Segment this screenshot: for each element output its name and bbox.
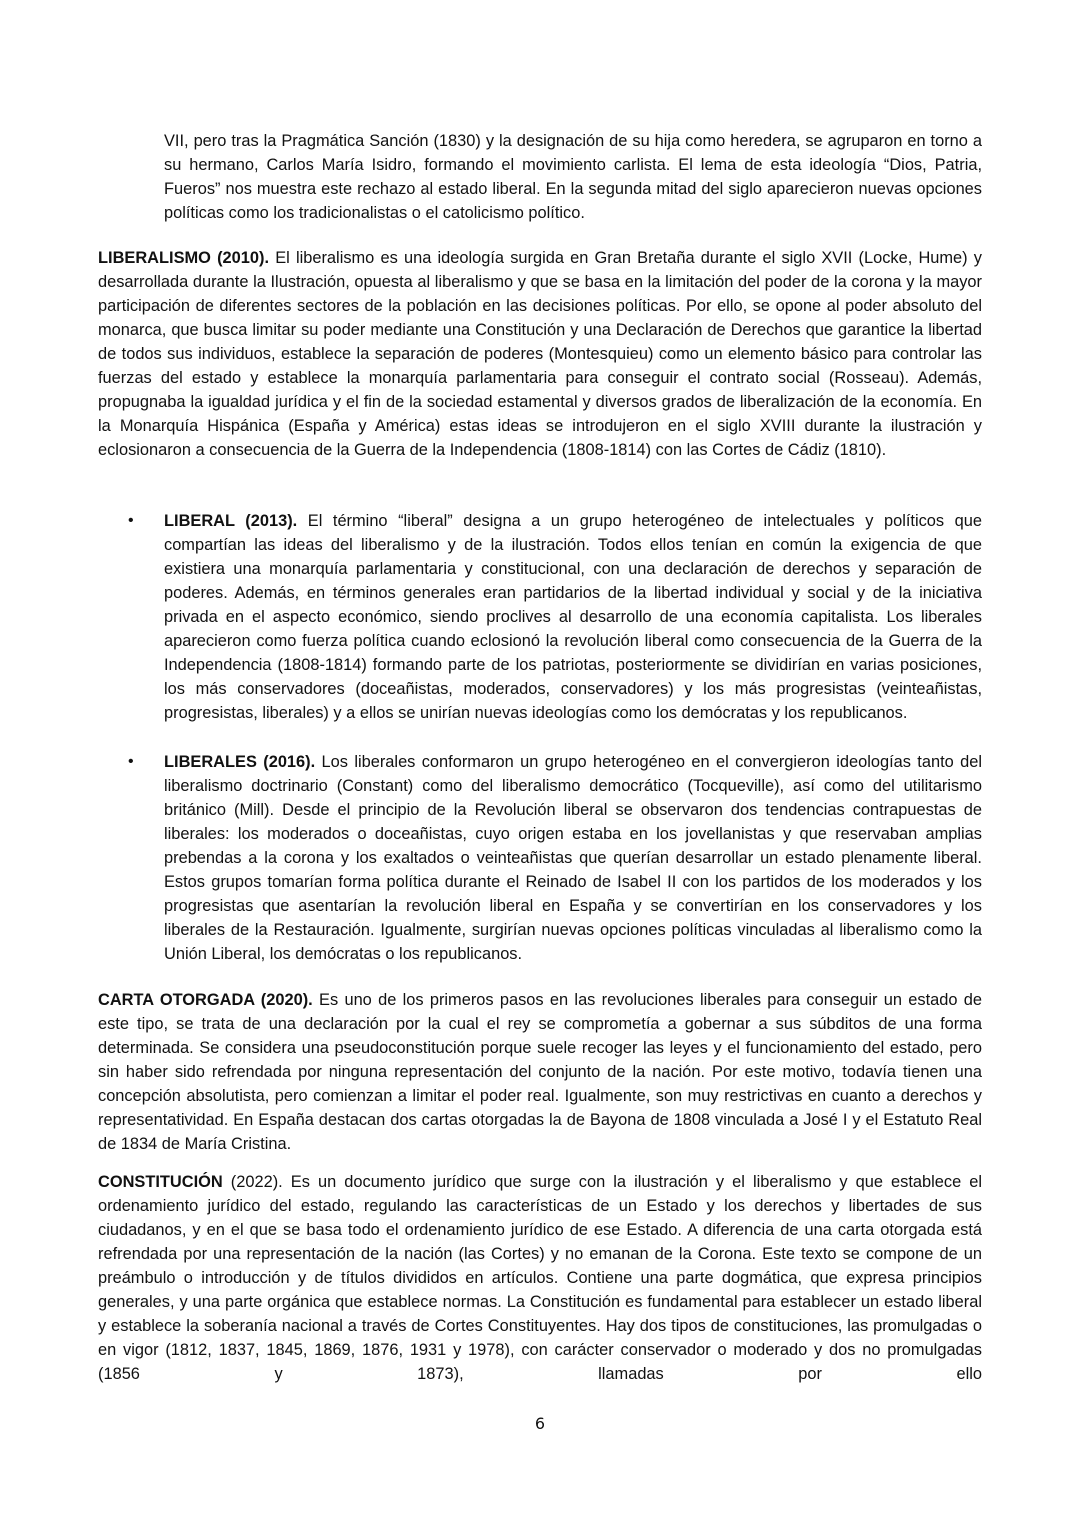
page-number: 6 xyxy=(534,1414,546,1433)
term-heading: CARTA OTORGADA (2020). xyxy=(98,991,313,1009)
carlismo-continuation-paragraph: VII, pero tras la Pragmática Sanción (1830) y la designación de su hija como heredera, se agruparon en torno a su hermano, Carlos María Isidro, formando el movimiento carlista. El lema de esta ideología “Dios, Patria, Fueros” nos muestra este rechazo al estado liberal. En la segunda mitad del siglo aparecieron nuevas opciones políticas como los tradicionalistas o el catolicismo político. xyxy=(164,132,982,222)
definition-text: Es uno de los primeros pasos en las revoluciones liberales para conseguir un estado de este tipo, se trata de una declaración por la cual el rey se comprometía a gobernar a sus súbditos de una forma determinada. Se considera una pseudoconstitución porque suele recoger las leyes y el funcionamiento del estado, pero sin haber sido refrendada por ninguna representación del conjunto de la nación. Por este motivo, todavía tienen una concepción absolutista, pero comienzan a limitar el poder real. Igualmente, son muy restrictivas en cuanto a derechos y representatividad. En España destacan dos cartas otorgadas la de Bayona de 1808 vinculada a José I y el Estatuto Real de 1834 de María Cristina. xyxy=(98,991,982,1153)
liberalismo-paragraph xyxy=(98,246,982,462)
liberal-paragraph xyxy=(164,509,982,725)
bullet-icon: • xyxy=(128,753,134,770)
constitucion-paragraph xyxy=(98,1170,982,1386)
definition-text: (2022). Es un documento jurídico que surge con la ilustración y el liberalismo y que establece el ordenamiento jurídico del estado, regulando las características de un Estado y los derechos y libertades de sus ciudadanos, y en el que se basa todo el ordenamiento jurídico de ese Estado. A diferencia de una carta otorgada está refrendada por una representación de la nación (las Cortes) y no emanan de la Corona. Este texto se compone de un preámbulo o introducción y de títulos divididos en artículos. Contiene una parte dogmática, que expresa principios generales, y una parte orgánica que establece normas. La Constitución es fundamental para establecer un estado liberal y establece la soberanía nacional a través de Cortes Constituyentes. Hay dos tipos de constituciones, las promulgadas o en vigor (1812, 1837, 1845, 1869, 1876, 1931 y 1978), con carácter conservador o moderado y dos no promulgadas (1856 y 1873), llamadas por ello xyxy=(98,1173,982,1383)
term-heading: LIBERALISMO (2010). xyxy=(98,249,270,267)
term-heading: LIBERALES (2016). xyxy=(164,753,316,771)
term-heading: CONSTITUCIÓN xyxy=(98,1173,223,1191)
term-heading: LIBERAL (2013). xyxy=(164,512,298,530)
carta-otorgada-paragraph xyxy=(98,988,982,1156)
definition-text: El término “liberal” designa a un grupo heterogéneo de intelectuales y políticos que compartían las ideas del liberalismo y de la ilustración. Todos ellos tenían en común la exigencia de que existiera una monarquía parlamentaria y constitucional, con una declaración de derechos y separación de poderes. Además, en términos generales eran partidarios de la libertad individual y social y de la iniciativa privada en el aspecto económico, siendo proclives al desarrollo de una economía capitalista. Los liberales aparecieron como fuerza política cuando eclosionó la revolución liberal como consecuencia de la Guerra de la Independencia (1808-1814) formando parte de los patriotas, posteriormente se dividirían en varias posiciones, los más conservadores (doceañistas, moderados, conservadores) y los más progresistas (veinteañistas, progresistas, liberales) y a ellos se unirían nuevas ideologías como los demócratas y los republicanos. xyxy=(164,512,982,722)
definition-text: Los liberales conformaron un grupo heterogéneo en el convergieron ideologías tanto del liberalismo doctrinario (Constant) como del liberalismo democrático (Tocqueville), así como del utilitarismo británico (Mill). Desde el principio de la Revolución liberal se observaron dos tendencias contrapuestas de liberales: los moderados o doceañistas, cuyo origen estaba en los jovellanistas y que reservaban amplias prebendas a la corona y los exaltados o veinteañistas que querían desarrollar un estado plenamente liberal. Estos grupos tomarían forma política durante el Reinado de Isabel II con los partidos de los moderados y los progresistas que asentarían la revolución liberal en España y se convertirían en los conservadores y los liberales de la Restauración. Igualmente, surgirían nuevas opciones políticas vinculadas al liberalismo como la Unión Liberal, los demócratas o los republicanos. xyxy=(164,753,982,963)
bullet-icon: • xyxy=(128,512,134,529)
liberales-paragraph xyxy=(164,750,982,966)
definition-text: El liberalismo es una ideología surgida en Gran Bretaña durante el siglo XVII (Locke, Hume) y desarrollada durante la Ilustración, opuesta al liberalismo y que se basa en la limitación del poder de la corona y la mayor participación de diferentes sectores de la población en las decisiones políticas. Por ello, se opone al poder absoluto del monarca, que busca limitar su poder mediante una Constitución y una Declaración de Derechos que garantice la libertad de todos sus individuos, establece la separación de poderes (Montesquieu) como un elemento básico para controlar las fuerzas del estado y establece la monarquía parlamentaria para conseguir el contrato social (Rosseau). Además, propugnaba la igualdad jurídica y el fin de la sociedad estamental y diversos grados de liberalización de la economía. En la Monarquía Hispánica (España y América) estas ideas se introdujeron en el siglo XVIII durante la ilustración y eclosionaron a consecuencia de la Guerra de la Independencia (1808-1814) con las Cortes de Cádiz (1810). xyxy=(98,249,982,459)
